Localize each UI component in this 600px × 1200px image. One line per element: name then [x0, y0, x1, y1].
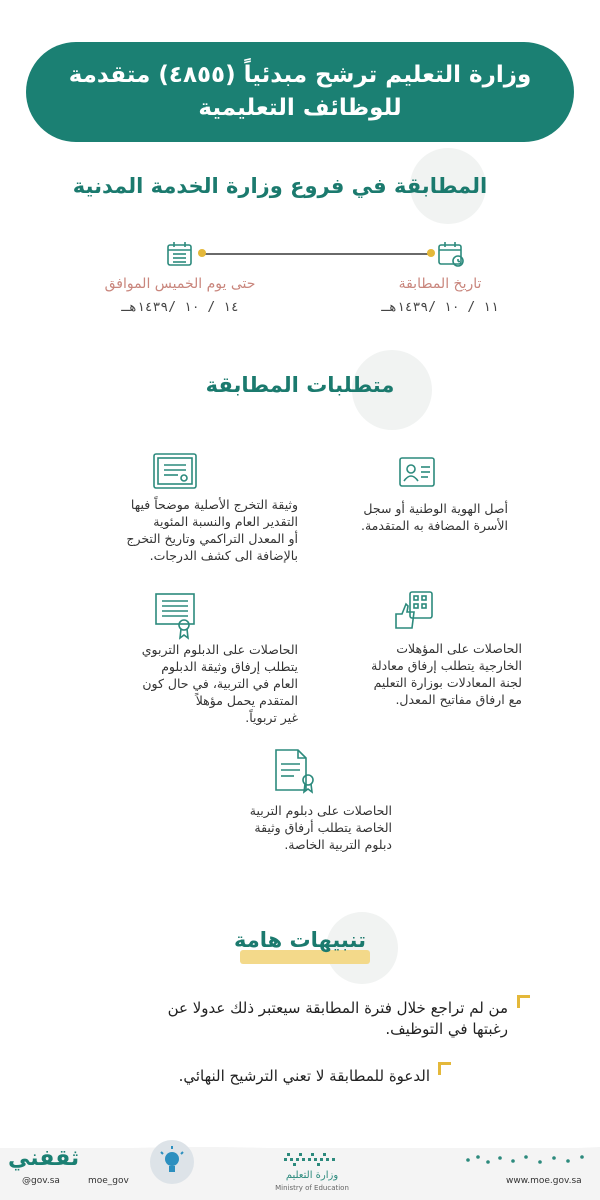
- calendar-icon: [437, 240, 465, 268]
- title-line-2: للوظائف التعليمية: [198, 95, 402, 121]
- notice-item: من لم تراجع خلال فترة المطابقة سيعتبر ذلك عدولا عن رغبتها في التوظيف.: [167, 999, 508, 1038]
- bracket-accent: [438, 1062, 451, 1075]
- notice-item: الدعوة للمطابقة لا تعني الترشيح النهائي.: [178, 1067, 430, 1085]
- bracket-accent: [517, 995, 530, 1008]
- requirement-item: وثيقة التخرج الأصلية موضحاً فيها التقدير العام والنسبة المئوية أو المعدل التراكمي وتاريخ التخرج بالإضافة الى كشف الدرجات.: [126, 497, 298, 563]
- start-date-label: تاريخ المطابقة: [398, 276, 482, 292]
- requirement-item: أصل الهوية الوطنية أو سجل الأسرة المضافة به المتقدمة.: [361, 501, 508, 533]
- calendar-icon: [166, 240, 194, 268]
- requirement-item: الحاصلات على الدبلوم التربوي يتطلب إرفاق وثيقة الدبلوم العام في التربية، في حال كون المتقدم يحمل مؤهلاً غير تربوياً.: [141, 642, 298, 725]
- start-date: ١١ / ١٠ /١٤٣٩هـ: [381, 300, 499, 315]
- footer-handle-2: @gov.sa: [22, 1176, 60, 1186]
- timeline-dot: [427, 249, 435, 257]
- footer-dots: [458, 1152, 598, 1171]
- requirements-title: متطلبات المطابقة: [205, 373, 395, 397]
- title-highlight: [240, 950, 370, 964]
- brand-logo: ثقفني: [8, 1146, 80, 1171]
- lightbulb-icon: [150, 1140, 194, 1184]
- thumbs-up-checklist-icon: [392, 590, 436, 632]
- ministry-name-en: Ministry of Education: [275, 1184, 349, 1192]
- matching-title: المطابقة في فروع وزارة الخدمة المدنية: [72, 174, 488, 198]
- requirement-item: الحاصلات على دبلوم التربية الخاصة يتطلب أرفاق وثيقة دبلوم التربية الخاصة.: [249, 803, 392, 852]
- id-card-icon: [398, 455, 438, 491]
- end-date: ١٤ / ١٠ /١٤٣٩هـ: [121, 300, 239, 315]
- title-line-1: وزارة التعليم ترشح مبدئياً (٤٨٥٥) متقدمة: [68, 62, 532, 88]
- footer-website[interactable]: www.moe.gov.sa: [506, 1176, 582, 1186]
- certificate-icon: [152, 452, 198, 492]
- ministry-logo-icon: [282, 1152, 342, 1166]
- footer-handle: moe_gov: [88, 1176, 129, 1186]
- notices-title: تنبيهات هامة: [234, 928, 366, 952]
- ministry-name-ar: وزارة التعليم: [285, 1170, 339, 1181]
- document-seal-icon: [272, 748, 318, 794]
- diploma-seal-icon: [154, 592, 198, 640]
- title-banner: [26, 42, 574, 142]
- end-date-label: حتى يوم الخميس الموافق: [104, 276, 256, 292]
- timeline-line: [205, 253, 430, 255]
- timeline-dot: [198, 249, 206, 257]
- requirement-item: الحاصلات على المؤهلات الخارجية يتطلب إرفاق معادلة لجنة المعادلات بوزارة التعليم مع ارفاق مفاتيح المعدل.: [371, 641, 522, 707]
- footer-top-wave: [0, 1140, 600, 1152]
